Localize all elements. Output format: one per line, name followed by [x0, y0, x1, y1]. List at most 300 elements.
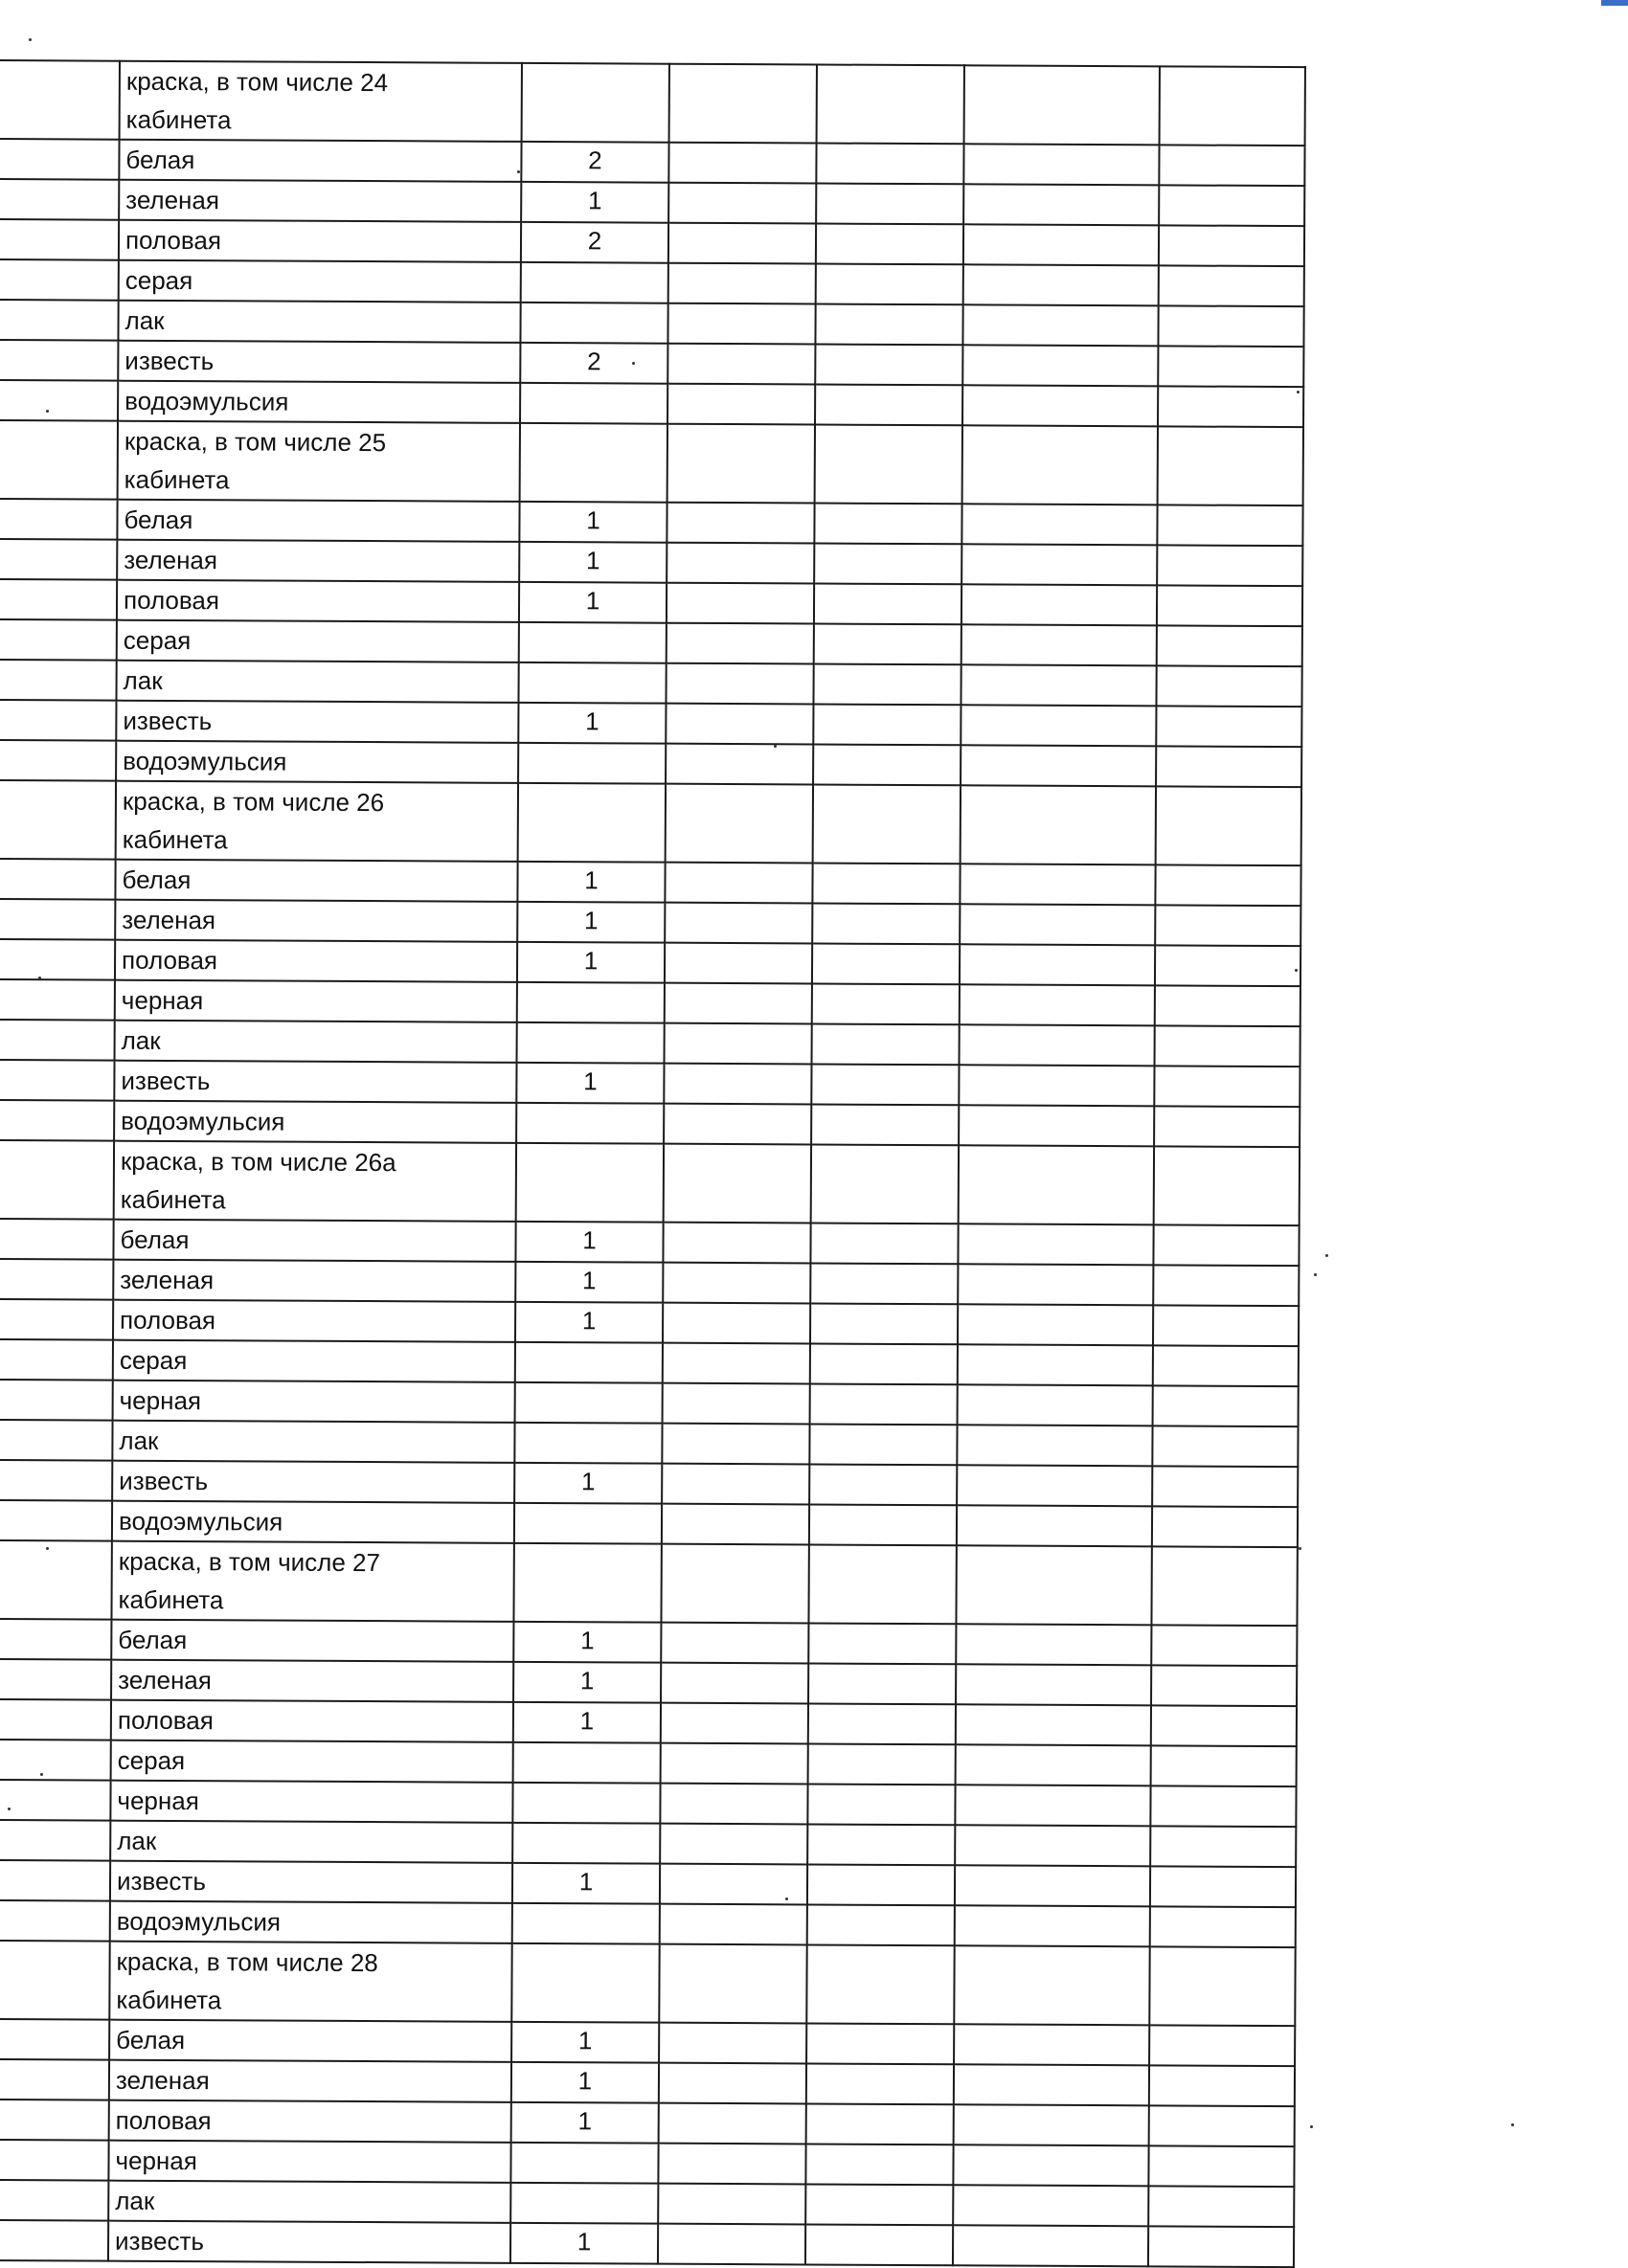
item-label: серая: [113, 1340, 515, 1382]
empty-cell: [810, 1223, 958, 1264]
empty-cell: [1149, 2065, 1295, 2106]
item-qty: [518, 662, 666, 704]
empty-cell: [1159, 185, 1304, 226]
index-cell: [0, 300, 119, 341]
empty-cell: [815, 303, 962, 345]
section-header-line: краска, в том числе 28: [116, 1946, 378, 1978]
index-cell: [0, 2140, 109, 2181]
empty-cell: [816, 143, 963, 184]
empty-cell: [661, 1544, 808, 1624]
empty-cell: [1151, 1705, 1297, 1746]
section-header-line: краска, в том числе 26: [122, 786, 385, 818]
section-header-row: [0, 1540, 1298, 1626]
empty-cell: [961, 504, 1157, 545]
item-label: половая: [119, 220, 521, 262]
empty-cell: [662, 1504, 809, 1545]
index-cell: [0, 1900, 110, 1942]
item-label: белая: [109, 2020, 511, 2062]
item-label: лак: [116, 661, 518, 703]
empty-cell: [663, 1223, 810, 1264]
empty-cell: [958, 1224, 1153, 1265]
empty-cell: [511, 1943, 659, 2023]
empty-cell: [1151, 1665, 1297, 1706]
index-cell: [0, 2180, 108, 2221]
empty-cell: [805, 2224, 953, 2265]
item-label: лак: [115, 1021, 517, 1063]
item-qty: [510, 2143, 658, 2184]
empty-cell: [1150, 1826, 1296, 1867]
item-label: зеленая: [111, 1660, 513, 1702]
item-row: [0, 660, 1302, 707]
empty-cell: [807, 1784, 955, 1825]
empty-cell: [812, 983, 960, 1024]
scan-speck: [517, 170, 520, 173]
index-cell: [0, 619, 117, 661]
empty-cell: [666, 704, 813, 745]
section-header-line: краска, в том числе 26а: [120, 1146, 396, 1178]
empty-cell: [1153, 1265, 1299, 1306]
empty-cell: [659, 1944, 806, 2024]
empty-cell: [805, 2184, 953, 2225]
scan-speck: [46, 410, 49, 413]
empty-cell: [963, 144, 1159, 185]
empty-cell: [812, 1023, 960, 1065]
item-qty: 1: [517, 902, 665, 943]
empty-cell: [963, 224, 1159, 265]
index-cell: [0, 1380, 113, 1421]
empty-cell: [953, 2225, 1148, 2266]
item-row: [0, 499, 1303, 546]
empty-cell: [1159, 145, 1304, 186]
empty-cell: [667, 503, 814, 544]
empty-cell: [664, 1064, 811, 1105]
scan-speck: [774, 745, 777, 748]
empty-cell: [816, 183, 963, 224]
empty-cell: [811, 1064, 959, 1105]
item-label: зеленая: [117, 540, 519, 582]
empty-cell: [815, 424, 962, 504]
empty-cell: [1158, 346, 1303, 387]
empty-cell: [665, 983, 812, 1024]
item-label: известь: [114, 1061, 516, 1103]
empty-cell: [1148, 2145, 1294, 2187]
empty-cell: [665, 943, 812, 984]
empty-cell: [814, 623, 961, 664]
empty-cell: [808, 1743, 956, 1785]
item-label: белая: [111, 1620, 513, 1662]
item-qty: 1: [519, 582, 667, 623]
empty-cell: [959, 1145, 1154, 1224]
index-cell: [0, 139, 120, 180]
empty-cell: [961, 624, 1157, 665]
empty-cell: [960, 944, 1155, 985]
empty-cell: [659, 2023, 806, 2064]
item-row: [0, 740, 1301, 787]
item-label: половая: [113, 1300, 515, 1342]
empty-cell: [810, 1343, 958, 1384]
empty-cell: [960, 904, 1155, 945]
item-qty: 1: [511, 2022, 659, 2063]
empty-cell: [1154, 1066, 1300, 1107]
scan-speck: [29, 38, 32, 41]
item-row: [0, 219, 1304, 266]
empty-cell: [806, 1944, 954, 2024]
empty-cell: [667, 543, 814, 584]
empty-cell: [1155, 865, 1300, 906]
empty-cell: [1156, 706, 1301, 747]
empty-cell: [1157, 625, 1302, 666]
item-qty: 1: [517, 942, 665, 983]
index-cell: [0, 780, 116, 860]
empty-cell: [954, 1945, 1149, 2025]
empty-cell: [807, 1824, 955, 1865]
empty-cell: [1155, 985, 1300, 1026]
empty-cell: [661, 1663, 808, 1704]
empty-cell: [813, 744, 961, 785]
item-label: серая: [119, 260, 521, 303]
index-cell: [0, 1420, 113, 1461]
empty-cell: [956, 1744, 1151, 1785]
empty-cell: [961, 785, 1156, 865]
empty-cell: [816, 263, 963, 304]
item-row: [0, 1619, 1297, 1666]
empty-cell: [961, 664, 1156, 706]
index-cell: [0, 1540, 112, 1620]
index-cell: [0, 1299, 113, 1340]
item-row: [0, 2220, 1294, 2267]
empty-cell: [1149, 2025, 1295, 2066]
empty-cell: [962, 425, 1158, 505]
item-qty: [519, 622, 667, 663]
empty-cell: [1157, 545, 1302, 586]
empty-cell: [666, 663, 813, 705]
item-row: [0, 2059, 1295, 2106]
empty-cell: [1156, 786, 1301, 865]
index-cell: [0, 420, 118, 500]
item-row: [0, 2019, 1295, 2066]
scan-speck: [1295, 969, 1298, 972]
empty-cell: [1151, 1625, 1297, 1666]
empty-cell: [959, 1065, 1154, 1106]
empty-cell: [667, 623, 814, 664]
empty-cell: [811, 1144, 959, 1224]
index-cell: [0, 2220, 108, 2261]
item-qty: 2: [521, 222, 668, 263]
item-label: черная: [115, 980, 517, 1022]
section-header-cell: [118, 421, 520, 502]
index-cell: [0, 1860, 110, 1901]
item-qty: 1: [519, 542, 667, 583]
empty-cell: [810, 1383, 958, 1425]
empty-cell: [664, 1104, 811, 1145]
item-row: [0, 859, 1301, 906]
section-header-cell: [111, 1541, 513, 1622]
item-qty: [520, 383, 667, 424]
empty-cell: [1153, 1305, 1299, 1346]
index-cell: [0, 859, 116, 900]
empty-cell: [669, 64, 817, 144]
empty-cell: [958, 1344, 1153, 1385]
empty-cell: [955, 1785, 1150, 1826]
section-header-line: краска, в том числе 25: [124, 426, 387, 458]
item-qty: 1: [511, 2062, 659, 2103]
item-row: [0, 1020, 1300, 1067]
empty-cell: [956, 1664, 1151, 1705]
empty-cell: [1155, 905, 1300, 946]
empty-cell: [808, 1663, 956, 1704]
index-cell: [0, 1460, 112, 1501]
item-row: [0, 380, 1303, 427]
empty-cell: [813, 663, 961, 705]
empty-cell: [956, 1624, 1151, 1665]
empty-cell: [960, 1024, 1155, 1066]
index-cell: [0, 1339, 113, 1381]
item-row: [0, 300, 1304, 347]
index-cell: [0, 1060, 115, 1101]
empty-cell: [961, 745, 1156, 786]
item-label: серая: [111, 1740, 513, 1783]
item-qty: [514, 1423, 662, 1464]
item-label: половая: [111, 1700, 513, 1742]
item-label: водоэмульсия: [118, 381, 520, 423]
empty-cell: [513, 1543, 661, 1623]
empty-cell: [1154, 1106, 1300, 1147]
empty-cell: [662, 1464, 809, 1505]
empty-cell: [955, 1905, 1150, 1946]
item-row: [0, 1219, 1300, 1266]
item-qty: [512, 1783, 660, 1824]
item-label: зеленая: [113, 1260, 515, 1302]
empty-cell: [955, 1865, 1150, 1906]
empty-cell: [806, 2023, 954, 2064]
item-row: [0, 1699, 1297, 1746]
empty-cell: [1157, 505, 1302, 546]
index-cell: [0, 939, 115, 980]
item-label: зеленая: [109, 2060, 511, 2102]
item-qty: [515, 1382, 663, 1424]
item-row: [0, 619, 1302, 666]
index-cell: [0, 899, 115, 940]
empty-cell: [956, 1704, 1151, 1745]
item-row: [0, 1299, 1299, 1346]
empty-cell: [809, 1464, 957, 1505]
index-cell: [0, 499, 118, 540]
empty-cell: [1154, 1146, 1300, 1225]
section-header-line: кабинета: [118, 1584, 224, 1615]
empty-cell: [1150, 1866, 1296, 1907]
empty-cell: [808, 1703, 956, 1744]
empty-cell: [958, 1304, 1153, 1345]
empty-cell: [1158, 426, 1303, 505]
empty-cell: [663, 1343, 810, 1384]
index-cell: [0, 1740, 111, 1781]
empty-cell: [664, 1144, 811, 1224]
empty-cell: [957, 1465, 1152, 1506]
empty-cell: [807, 1904, 955, 1945]
empty-cell: [813, 704, 961, 745]
empty-cell: [815, 344, 962, 385]
item-qty: 1: [512, 1863, 660, 1904]
empty-cell: [666, 784, 813, 864]
item-qty: 1: [513, 1622, 661, 1663]
index-cell: [0, 179, 119, 220]
empty-cell: [806, 2063, 954, 2104]
section-header-row: [0, 1941, 1296, 2026]
empty-cell: [953, 2185, 1148, 2226]
empty-cell: [815, 384, 962, 425]
item-label: лак: [110, 1821, 512, 1863]
scan-speck: [1297, 391, 1300, 393]
empty-cell: [954, 2104, 1149, 2145]
empty-cell: [1152, 1506, 1298, 1547]
section-header-line: краска, в том числе 27: [118, 1546, 381, 1578]
item-row: [0, 1860, 1296, 1907]
empty-cell: [956, 1545, 1151, 1625]
empty-cell: [957, 1425, 1152, 1466]
section-header-line: краска, в том числе 24: [125, 66, 389, 98]
empty-cell: [1159, 225, 1304, 266]
empty-cell: [957, 1505, 1152, 1546]
empty-cell: [520, 423, 667, 503]
item-row: [0, 979, 1300, 1026]
index-cell: [0, 2100, 109, 2141]
item-qty: 1: [510, 2223, 658, 2264]
empty-cell: [1158, 386, 1303, 427]
item-label: серая: [117, 620, 519, 662]
item-row: [0, 139, 1305, 186]
item-label: известь: [112, 1461, 514, 1503]
item-label: половая: [115, 940, 517, 982]
index-cell: [0, 1619, 111, 1660]
empty-cell: [812, 943, 960, 984]
item-row: [0, 579, 1302, 626]
empty-cell: [658, 2144, 805, 2185]
empty-cell: [1153, 1385, 1299, 1426]
index-cell: [0, 1820, 110, 1861]
item-qty: [517, 1022, 665, 1064]
empty-cell: [1148, 2186, 1294, 2227]
index-cell: [0, 219, 119, 260]
empty-cell: [1156, 746, 1301, 787]
index-cell: [0, 1020, 115, 1061]
scan-speck: [8, 1808, 11, 1810]
empty-cell: [961, 584, 1157, 625]
empty-cell: [667, 384, 815, 425]
paint-inventory-table: [0, 59, 1306, 2268]
inventory-sheet: [0, 59, 1304, 2268]
item-qty: [521, 262, 668, 303]
empty-cell: [668, 223, 816, 264]
item-label: белая: [113, 1220, 515, 1262]
item-qty: 1: [514, 1463, 662, 1504]
index-cell: [0, 700, 116, 741]
item-row: [0, 2140, 1295, 2187]
item-label: черная: [108, 2141, 510, 2183]
item-qty: [514, 1503, 662, 1544]
item-qty: 1: [515, 1222, 663, 1263]
empty-cell: [964, 65, 1160, 145]
item-label: зеленая: [119, 180, 521, 222]
empty-cell: [667, 303, 815, 345]
item-row: [0, 259, 1304, 306]
empty-cell: [668, 143, 816, 184]
item-label: белая: [115, 860, 517, 902]
item-label: водоэмульсия: [116, 741, 518, 783]
section-header-cell: [109, 1942, 511, 2022]
item-qty: 1: [513, 1662, 661, 1703]
item-qty: 2: [521, 142, 668, 183]
empty-cell: [658, 2184, 805, 2225]
empty-cell: [665, 863, 812, 904]
item-row: [0, 1820, 1296, 1867]
empty-cell: [1149, 2105, 1295, 2146]
index-cell: [0, 340, 118, 381]
empty-cell: [816, 223, 963, 264]
empty-cell: [807, 1864, 955, 1905]
empty-cell: [805, 2144, 953, 2185]
index-cell: [0, 2059, 109, 2100]
item-qty: 1: [517, 862, 665, 903]
empty-cell: [665, 903, 812, 944]
empty-cell: [814, 543, 961, 584]
item-label: известь: [118, 341, 520, 383]
index-cell: [0, 380, 118, 421]
item-label: известь: [116, 701, 518, 743]
empty-cell: [1159, 265, 1304, 306]
empty-cell: [518, 783, 666, 863]
item-row: [0, 1339, 1299, 1386]
empty-cell: [667, 344, 815, 385]
section-header-line: кабинета: [120, 1184, 226, 1215]
empty-cell: [960, 864, 1155, 905]
section-header-line: кабинета: [125, 104, 232, 135]
scan-edge-mark: [1601, 0, 1628, 6]
empty-cell: [1152, 1466, 1298, 1507]
section-header-cell: [120, 61, 522, 142]
empty-cell: [667, 424, 815, 504]
index-cell: [0, 539, 117, 580]
index-cell: [0, 979, 115, 1021]
item-row: [0, 700, 1301, 747]
item-row: [0, 899, 1300, 946]
item-row: [0, 1740, 1297, 1786]
item-label: белая: [117, 500, 519, 542]
empty-cell: [663, 1383, 810, 1425]
empty-cell: [668, 183, 816, 224]
item-qty: 1: [515, 1262, 663, 1303]
item-label: водоэмульсия: [110, 1901, 512, 1943]
empty-cell: [668, 263, 816, 304]
empty-cell: [812, 863, 960, 904]
item-qty: [512, 1903, 660, 1944]
empty-cell: [958, 1264, 1153, 1305]
index-cell: [0, 1259, 113, 1300]
item-label: известь: [110, 1861, 512, 1903]
item-qty: 1: [516, 1063, 664, 1104]
index-cell: [0, 2019, 109, 2060]
empty-cell: [659, 2103, 806, 2144]
item-qty: 1: [511, 2102, 659, 2144]
item-label: водоэмульсия: [112, 1501, 514, 1543]
item-qty: [510, 2183, 658, 2224]
section-header-line: кабинета: [122, 824, 228, 855]
empty-cell: [666, 744, 813, 785]
index-cell: [0, 1780, 111, 1821]
empty-cell: [1157, 585, 1302, 626]
empty-cell: [658, 2224, 805, 2265]
item-row: [0, 1259, 1299, 1306]
empty-cell: [1152, 1426, 1298, 1467]
